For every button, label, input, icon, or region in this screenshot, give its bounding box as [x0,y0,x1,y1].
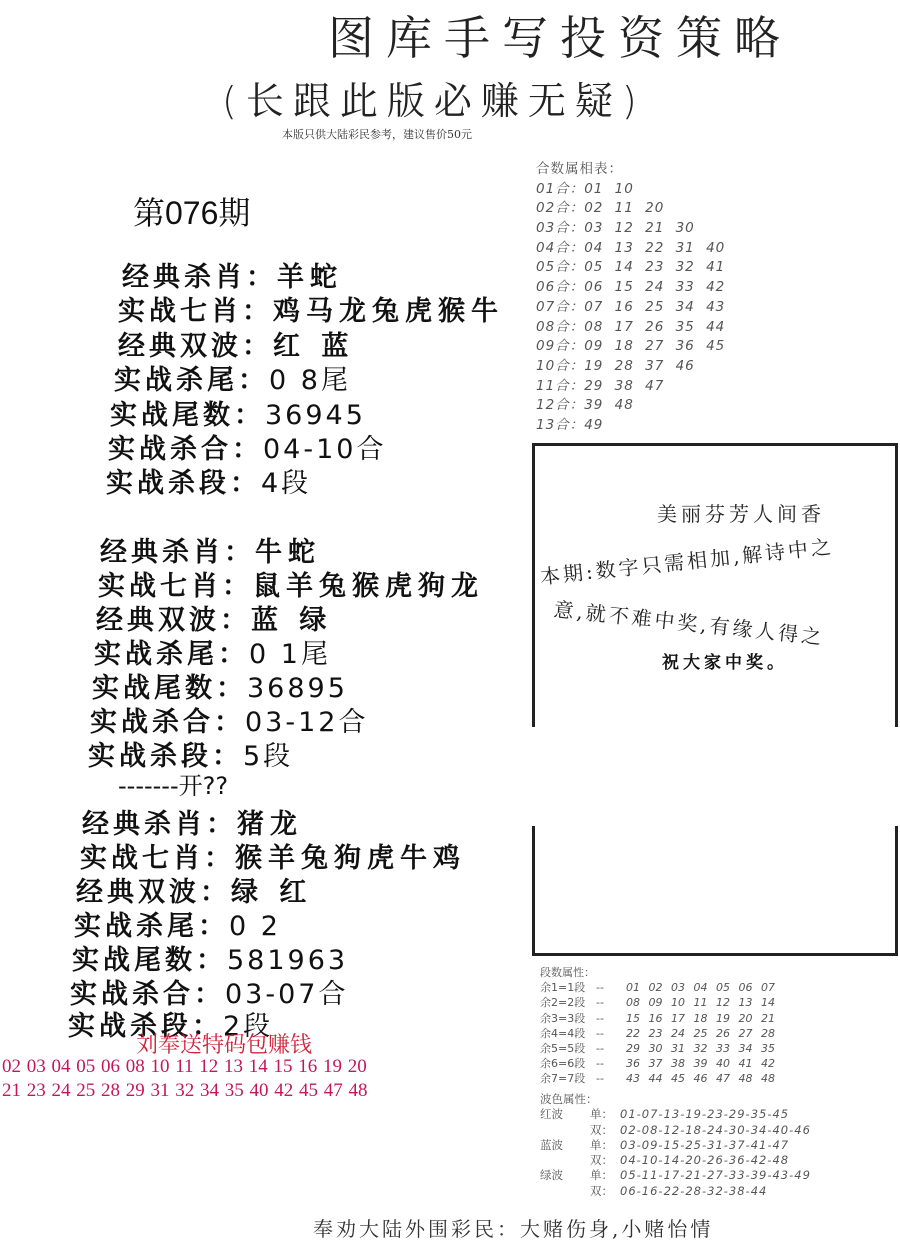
wave-row: 双： 06-16-22-28-32-38-44 [590,1183,768,1198]
segment-row: 余4=4段 -- 22 23 24 25 26 27 28 [540,1026,775,1040]
wave-row: 双： 04-10-14-20-26-36-42-48 [590,1153,790,1168]
row-label: 实战七肖： [118,296,273,327]
box-border [895,443,898,727]
row-value: 0 2 [229,911,281,942]
row-value: 03-12合 [245,707,369,738]
box-border [895,826,898,956]
row-value: 猪龙 [237,809,303,840]
row-value: 鸡马龙兔虎猴牛 [273,296,504,327]
row-value: 5段 [243,741,294,772]
block-row [114,358,351,397]
row-label: 实战杀合： [90,707,245,738]
row-label: 经典杀肖： [122,262,277,293]
row-value: 蓝 绿 [251,605,333,636]
row-label: 经典双波： [118,331,273,362]
poem-line-1: 本期:数字只需相加,解诗中之 [538,534,835,589]
he-row: 09合：09 18 27 36 45 [536,338,726,355]
box-border [532,443,535,727]
poem-box [532,443,898,956]
row-value: 红 蓝 [273,331,355,362]
poem-line-2: 意,就不难中奖,有缘人得之 [552,597,826,650]
row-label: 实战杀段： [68,1011,223,1042]
footer-advice: 奉劝大陆外围彩民：大赌伤身,小赌怡情 [313,1217,714,1241]
row-value: 36895 [247,673,348,704]
row-label: 实战杀段： [88,741,243,772]
segment-row: 余6=6段 -- 36 37 38 39 40 41 42 [540,1057,775,1071]
row-value: 0 1尾 [249,639,331,670]
segment-row: 余1=1段 -- 01 02 03 04 05 06 07 [540,981,775,995]
he-number-table [536,160,725,436]
row-label: 实战七肖： [98,571,253,602]
row-value: 绿 红 [231,877,313,908]
row-label: 实战尾数： [72,945,227,976]
wave-table-title: 波色属性： [540,1092,598,1106]
he-row: 10合：19 28 37 46 [536,357,695,374]
segment-row: 余3=3段 -- 15 16 17 18 19 20 21 [540,1011,775,1025]
block-row [118,289,504,328]
he-row: 12合：39 48 [536,397,634,414]
segment-table [540,965,775,1087]
wave-row: 红波 单： 01-07-13-19-23-29-35-45 [540,1107,790,1122]
row-value: 牛蛇 [255,537,321,568]
wave-row: 蓝波 单： 03-09-15-25-31-37-41-47 [540,1137,790,1152]
he-row: 02合：02 11 20 [536,200,665,217]
he-row: 01合：01 10 [536,180,634,197]
segment-table-title: 段数属性： [540,966,595,979]
segment-row: 余5=5段 -- 29 30 31 32 33 34 35 [540,1041,775,1055]
row-label: 实战杀尾： [74,911,229,942]
poem-title: 美丽芬芳人间香 [657,502,825,526]
he-row: 05合：05 14 23 32 41 [536,259,726,276]
he-table-title: 合数属相表： [536,161,623,177]
he-row: 07合：07 16 25 34 43 [536,298,726,315]
row-label: 经典双波： [76,877,231,908]
segment-row: 余2=2段 -- 08 09 10 11 12 13 14 [540,996,775,1010]
row-value: 羊蛇 [277,262,343,293]
issue-number: 第076期 [133,195,251,231]
promo-title: 刘奉送特码包赚钱 [136,1033,313,1058]
row-value: 36945 [265,400,366,431]
wave-row: 绿波 单： 05-11-17-21-27-33-39-43-49 [540,1168,811,1183]
row-label: 实战杀合： [108,434,263,465]
row-label: 经典双波： [96,605,251,636]
row-label: 经典杀肖： [82,809,237,840]
divider-open-label: -------开?? [118,772,229,800]
he-row: 08合：08 17 26 35 44 [536,318,726,335]
he-row: 13合：49 [536,416,604,433]
row-label: 经典杀肖： [100,537,255,568]
row-label: 实战尾数： [92,673,247,704]
box-border [532,826,535,956]
wave-row: 双： 02-08-12-18-24-30-34-40-46 [590,1122,811,1137]
poem-wish: 祝大家中奖。 [662,653,788,673]
row-value: 04-10合 [263,434,387,465]
row-label: 实战杀段： [106,468,261,499]
row-value: 4段 [261,468,312,499]
page-title: 图库手写投资策略 [328,11,792,65]
row-label: 实战杀合： [70,979,225,1010]
he-row: 06合：06 15 24 33 42 [536,279,726,296]
box-border [532,953,898,956]
page-subtitle: (长跟此版必赚无疑) [222,79,646,123]
block-row [106,461,311,500]
row-label: 实战尾数： [110,400,265,431]
box-border [532,443,898,446]
segment-row: 余7=7段 -- 43 44 45 46 47 48 48 [540,1072,775,1086]
row-value: 581963 [227,945,349,976]
price-note: 本版只供大陆彩民参考，建议售价50元 [282,128,472,141]
row-label: 实战七肖： [80,843,235,874]
row-label: 实战杀尾： [94,639,249,670]
row-value: 2段 [223,1011,274,1042]
promo-numbers-line-2: 21 23 24 25 28 29 31 32 34 35 40 42 45 47 48 [2,1080,368,1101]
row-value: 03-07合 [225,979,349,1010]
he-row: 11合：29 38 47 [536,377,665,394]
he-row: 03合：03 12 21 30 [536,220,695,237]
row-value: 猴羊兔狗虎牛鸡 [235,843,466,874]
row-value: 0 8尾 [269,365,351,396]
wave-color-table [540,1092,811,1199]
row-value: 鼠羊兔猴虎狗龙 [253,571,484,602]
promo-numbers-line-1: 02 03 04 05 06 08 10 11 12 13 14 15 16 19 20 [2,1056,367,1077]
row-label: 实战杀尾： [114,365,269,396]
he-row: 04合：04 13 22 31 40 [536,239,726,256]
